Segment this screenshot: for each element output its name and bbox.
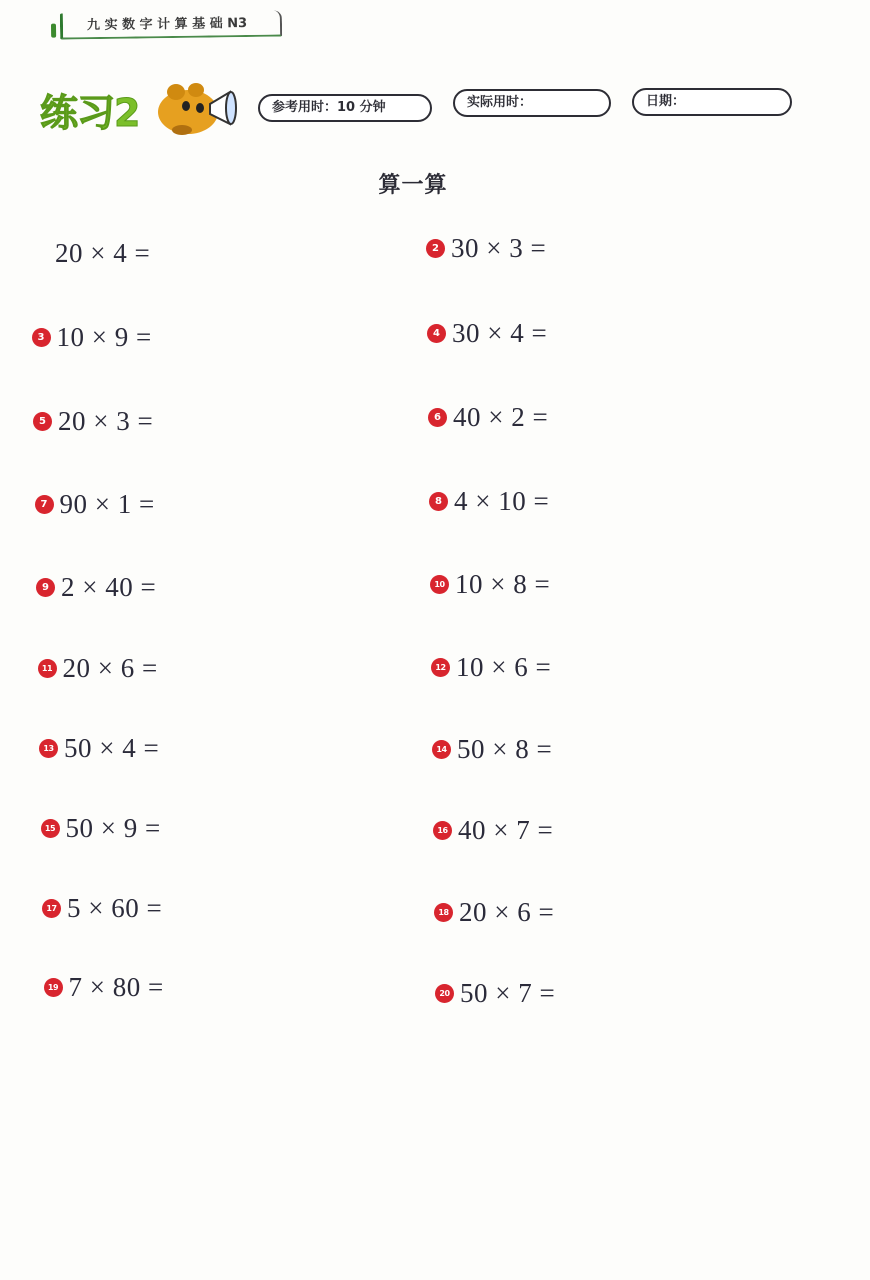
problem-item <box>35 487 155 521</box>
problem-expression: 20 × 6 = <box>459 896 555 927</box>
reference-time-field: 参考用时：10 分钟 <box>258 94 432 122</box>
problem-expression: 20 × 6 = <box>62 652 158 683</box>
problem-expression: 20 × 3 = <box>58 405 154 436</box>
problem-expression: 50 × 8 = <box>457 733 553 764</box>
problem-expression: 40 × 7 = <box>458 814 554 845</box>
problem-number-badge: 7 <box>35 495 54 514</box>
problem-item <box>433 813 553 847</box>
problem-number-badge: 14 <box>432 740 451 759</box>
section-title: 算一算 <box>378 173 448 198</box>
problem-item <box>434 895 554 929</box>
problem-item <box>429 484 549 518</box>
problem-expression: 10 × 9 = <box>56 321 152 352</box>
problem-item <box>428 400 548 434</box>
problem-expression: 5 × 60 = <box>67 892 163 923</box>
problem-number-badge: 10 <box>430 575 449 594</box>
book-series-label: 九 实 数 字 计 算 基 础 N3 <box>86 15 248 34</box>
problem-expression: 20 × 4 = <box>55 237 151 268</box>
problem-expression: 4 × 10 = <box>454 485 550 516</box>
problem-expression: 10 × 8 = <box>455 568 551 599</box>
problem-number-badge: 5 <box>33 412 52 431</box>
problem-number-badge: 18 <box>434 903 453 922</box>
date-field[interactable]: 日期： <box>632 88 792 116</box>
problem-number-badge: 8 <box>429 492 448 511</box>
problem-item <box>432 732 552 766</box>
problem-expression: 40 × 2 = <box>453 401 549 432</box>
problem-number-badge: 17 <box>42 899 61 918</box>
problem-item <box>430 567 550 601</box>
problem-expression: 50 × 9 = <box>65 812 161 843</box>
problem-item <box>30 236 150 270</box>
problem-item <box>427 316 547 350</box>
problem-expression: 90 × 1 = <box>59 488 155 519</box>
problem-number-badge: 3 <box>32 328 51 347</box>
problem-item <box>426 231 546 265</box>
problem-item <box>32 320 152 354</box>
problem-expression: 10 × 6 = <box>456 651 552 682</box>
lesson-title: 练习2 <box>40 91 140 135</box>
problem-number-badge: 20 <box>435 984 454 1003</box>
problem-item <box>41 811 161 845</box>
problem-number-badge: 12 <box>431 658 450 677</box>
problem-expression: 2 × 40 = <box>61 571 157 602</box>
problem-number-badge: 9 <box>36 578 55 597</box>
problem-item <box>42 891 162 925</box>
problem-item <box>36 570 156 604</box>
problem-number-badge: 13 <box>39 739 58 758</box>
actual-time-field[interactable]: 实际用时： <box>453 89 611 117</box>
problem-number-badge: 6 <box>428 408 447 427</box>
bear-megaphone-icon <box>150 78 242 136</box>
problem-expression: 30 × 4 = <box>452 317 548 348</box>
problem-item <box>431 650 551 684</box>
problem-number-badge: 2 <box>426 239 445 258</box>
problem-expression: 50 × 4 = <box>64 732 160 763</box>
problem-expression: 30 × 3 = <box>451 232 547 263</box>
problem-number-badge: 11 <box>38 659 57 678</box>
tab-mark-icon <box>51 24 56 38</box>
problem-item <box>435 976 555 1010</box>
problem-item <box>33 404 153 438</box>
problem-number-badge: 19 <box>44 978 63 997</box>
problem-item <box>39 731 159 765</box>
problem-number-badge: 16 <box>433 821 452 840</box>
problem-number-badge: 15 <box>41 819 60 838</box>
problem-item <box>44 970 164 1004</box>
problem-item <box>38 651 158 685</box>
worksheet-header <box>0 78 870 138</box>
problem-expression: 7 × 80 = <box>68 971 164 1002</box>
problem-number-badge: 4 <box>427 324 446 343</box>
problem-expression: 50 × 7 = <box>460 977 556 1008</box>
book-series-tab <box>60 10 282 39</box>
